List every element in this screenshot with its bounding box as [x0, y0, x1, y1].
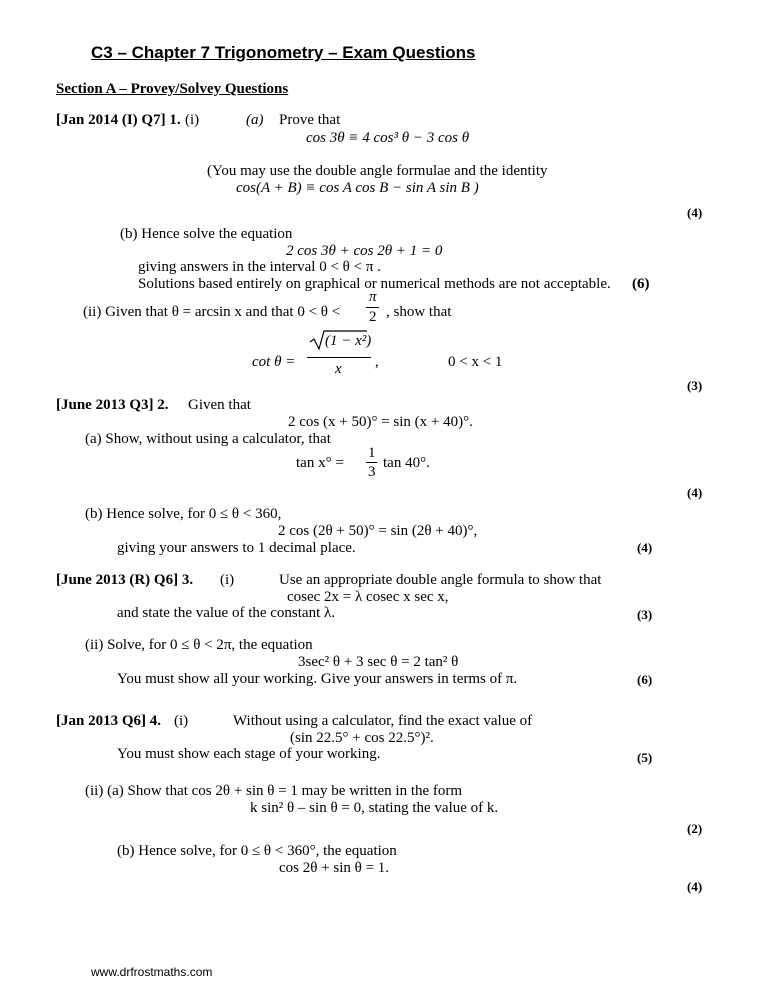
q3ii-working: You must show all your working. Give your answers in terms of π.: [117, 671, 518, 687]
q3ii-equation: 3sec² θ + 3 sec θ = 2 tan² θ: [298, 654, 459, 670]
page-title: C3 – Chapter 7 Trigonometry – Exam Questions: [91, 43, 476, 62]
q1ii-comma: ,: [375, 354, 379, 370]
q2a-text: (a) Show, without using a calculator, that: [85, 431, 331, 447]
q4i-text: Without using a calculator, find the exact value of: [233, 713, 533, 729]
q4ii-b-equation: cos 2θ + sin θ = 1.: [279, 860, 390, 876]
q4ii-b-marks: (4): [687, 879, 703, 894]
q4i-expression: (sin 22.5° + cos 22.5°)².: [290, 730, 434, 746]
q1b-marks: (6): [632, 276, 650, 292]
q1b-text: (b) Hence solve the equation: [120, 226, 293, 242]
q1ii-sqrt-content: (1 − x²): [325, 333, 372, 349]
section-heading: Section A – Provey/Solvey Questions: [56, 81, 289, 97]
q4-part-i-label: (i): [174, 713, 189, 729]
q1b-interval: giving answers in the interval 0 < θ < π .: [138, 259, 381, 275]
q1ii-two: 2: [369, 309, 377, 325]
q2a-marks: (4): [687, 485, 703, 500]
q3ii-marks: (6): [637, 672, 653, 687]
q2-given: Given that: [188, 397, 251, 413]
q1-reference: [Jan 2014 (I) Q7] 1.: [56, 112, 181, 128]
q2-reference: [June 2013 Q3] 2.: [56, 397, 169, 413]
q2-equation: 2 cos (x + 50)° = sin (x + 40)°.: [288, 414, 473, 430]
q1-part-a-label: (a): [246, 112, 264, 128]
q2a-one: 1: [368, 445, 376, 461]
q1ii-fraction-bar: [366, 307, 379, 308]
q4ii-b-text: (b) Hence solve, for 0 ≤ θ < 360°, the equation: [117, 843, 397, 859]
q1-hint-line1: (You may use the double angle formulae and the identity: [207, 163, 548, 179]
q1ii-cot-fraction-bar: [307, 357, 371, 358]
q4ii-a-marks: (2): [687, 821, 703, 836]
q3i-text: Use an appropriate double angle formula to show that: [279, 572, 602, 588]
q2b-text: (b) Hence solve, for 0 ≤ θ < 360,: [85, 506, 282, 522]
q1-hint-line2: cos(A + B) ≡ cos A cos B − sin A sin B ): [236, 180, 479, 196]
q1-identity: cos 3θ ≡ 4 cos³ θ − 3 cos θ: [306, 130, 470, 146]
footer-url: www.drfrostmaths.com: [91, 965, 213, 979]
q2b-marks: (4): [637, 540, 653, 555]
q2a-fraction-bar: [366, 462, 377, 463]
q1ii-marks: (3): [687, 378, 703, 393]
q1ii-range: 0 < x < 1: [448, 354, 503, 370]
q1b-equation: 2 cos 3θ + cos 2θ + 1 = 0: [286, 243, 443, 259]
q2a-tan-rhs: tan 40°.: [383, 455, 430, 471]
q1a-marks: (4): [687, 205, 703, 220]
q1ii-show-that: , show that: [386, 304, 452, 320]
q4i-marks: (5): [637, 750, 653, 765]
q2a-tan-lhs: tan x° =: [296, 455, 344, 471]
q1-prove-text: Prove that: [279, 112, 341, 128]
q3i-marks: (3): [637, 607, 653, 622]
q1ii-denominator: x: [335, 361, 342, 377]
q1ii-text: (ii) Given that θ = arcsin x and that 0 < θ <: [83, 304, 341, 320]
q1ii-cot-lhs: cot θ =: [252, 354, 296, 370]
q3-part-i-label: (i): [220, 572, 235, 588]
q4-reference: [Jan 2013 Q6] 4.: [56, 713, 161, 729]
q4i-stage: You must show each stage of your working.: [117, 746, 381, 762]
q1-part-i-label: (i): [185, 112, 200, 128]
q2b-dp: giving your answers to 1 decimal place.: [117, 540, 356, 556]
q3i-equation: cosec 2x = λ cosec x sec x,: [287, 589, 449, 605]
q1ii-pi: π: [369, 289, 377, 305]
q2b-equation: 2 cos (2θ + 50)° = sin (2θ + 40)°,: [278, 523, 478, 539]
q4ii-a-form: k sin² θ – sin θ = 0, stating the value of k.: [250, 800, 499, 816]
q3ii-text: (ii) Solve, for 0 ≤ θ < 2π, the equation: [85, 637, 313, 653]
q4ii-a-text: (ii) (a) Show that cos 2θ + sin θ = 1 may be written in the form: [85, 783, 463, 799]
q3i-state: and state the value of the constant λ.: [117, 605, 336, 621]
q3-reference: [June 2013 (R) Q6] 3.: [56, 572, 194, 588]
q2a-three: 3: [368, 464, 376, 480]
q1b-note: Solutions based entirely on graphical or numerical methods are not acceptable.: [138, 276, 611, 292]
